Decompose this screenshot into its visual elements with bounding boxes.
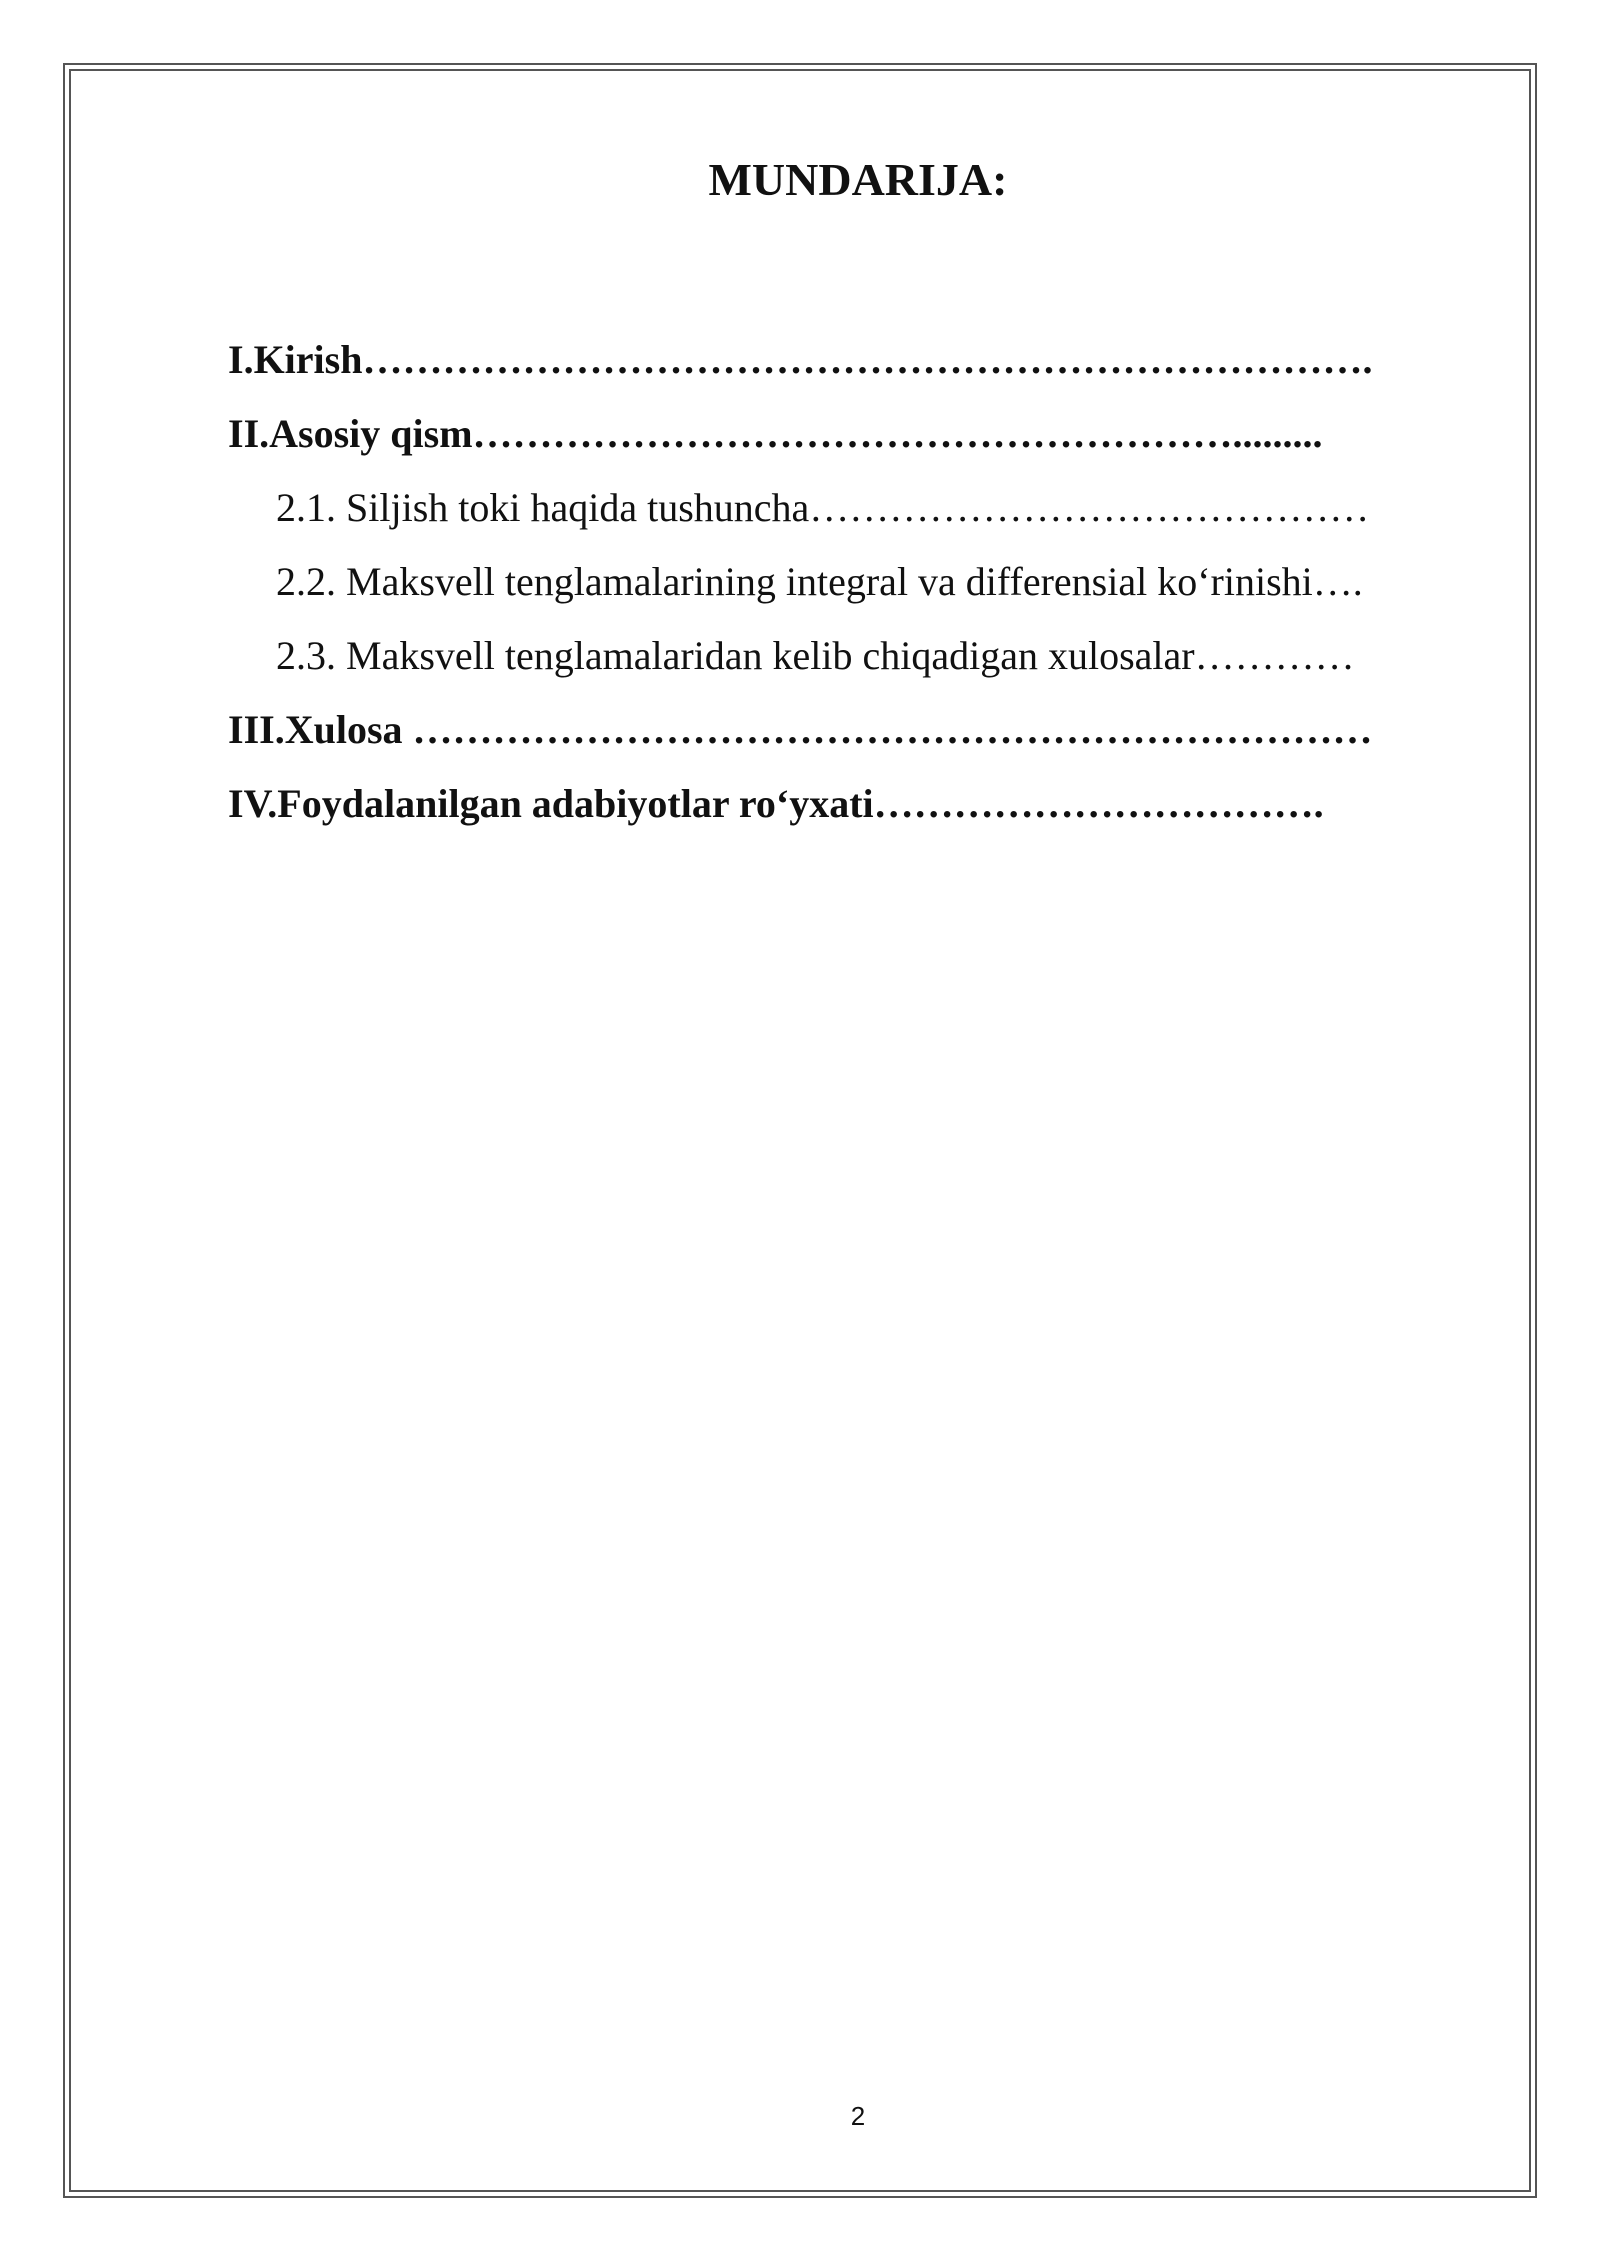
toc-entry-2-2[interactable]: 2.2. Maksvell tenglamalarining integral va differensial ko‘rinishi…. — [276, 559, 1363, 604]
toc-entry-2-3[interactable]: 2.3. Maksvell tenglamalaridan kelib chiqadigan xulosalar………… — [276, 633, 1355, 678]
document-title: MUNDARIJA: — [708, 154, 1008, 205]
toc-entry-2-1[interactable]: 2.1. Siljish toki haqida tushuncha…………………………………… — [276, 485, 1370, 530]
toc-entry-adabiyotlar[interactable]: IV.Foydalanilgan adabiyotlar ro‘yxati……………………………. — [228, 781, 1324, 826]
page-border-inner — [69, 69, 1531, 2192]
toc-entry-kirish[interactable]: I.Kirish…………………………………………………………………. — [228, 337, 1373, 382]
toc-entry-xulosa[interactable]: III.Xulosa ……………………………………………………………… — [228, 707, 1373, 752]
toc-entry-asosiy-qism[interactable]: II.Asosiy qism…………………………………………………......... — [228, 411, 1323, 456]
page-number: 2 — [850, 2101, 866, 2131]
